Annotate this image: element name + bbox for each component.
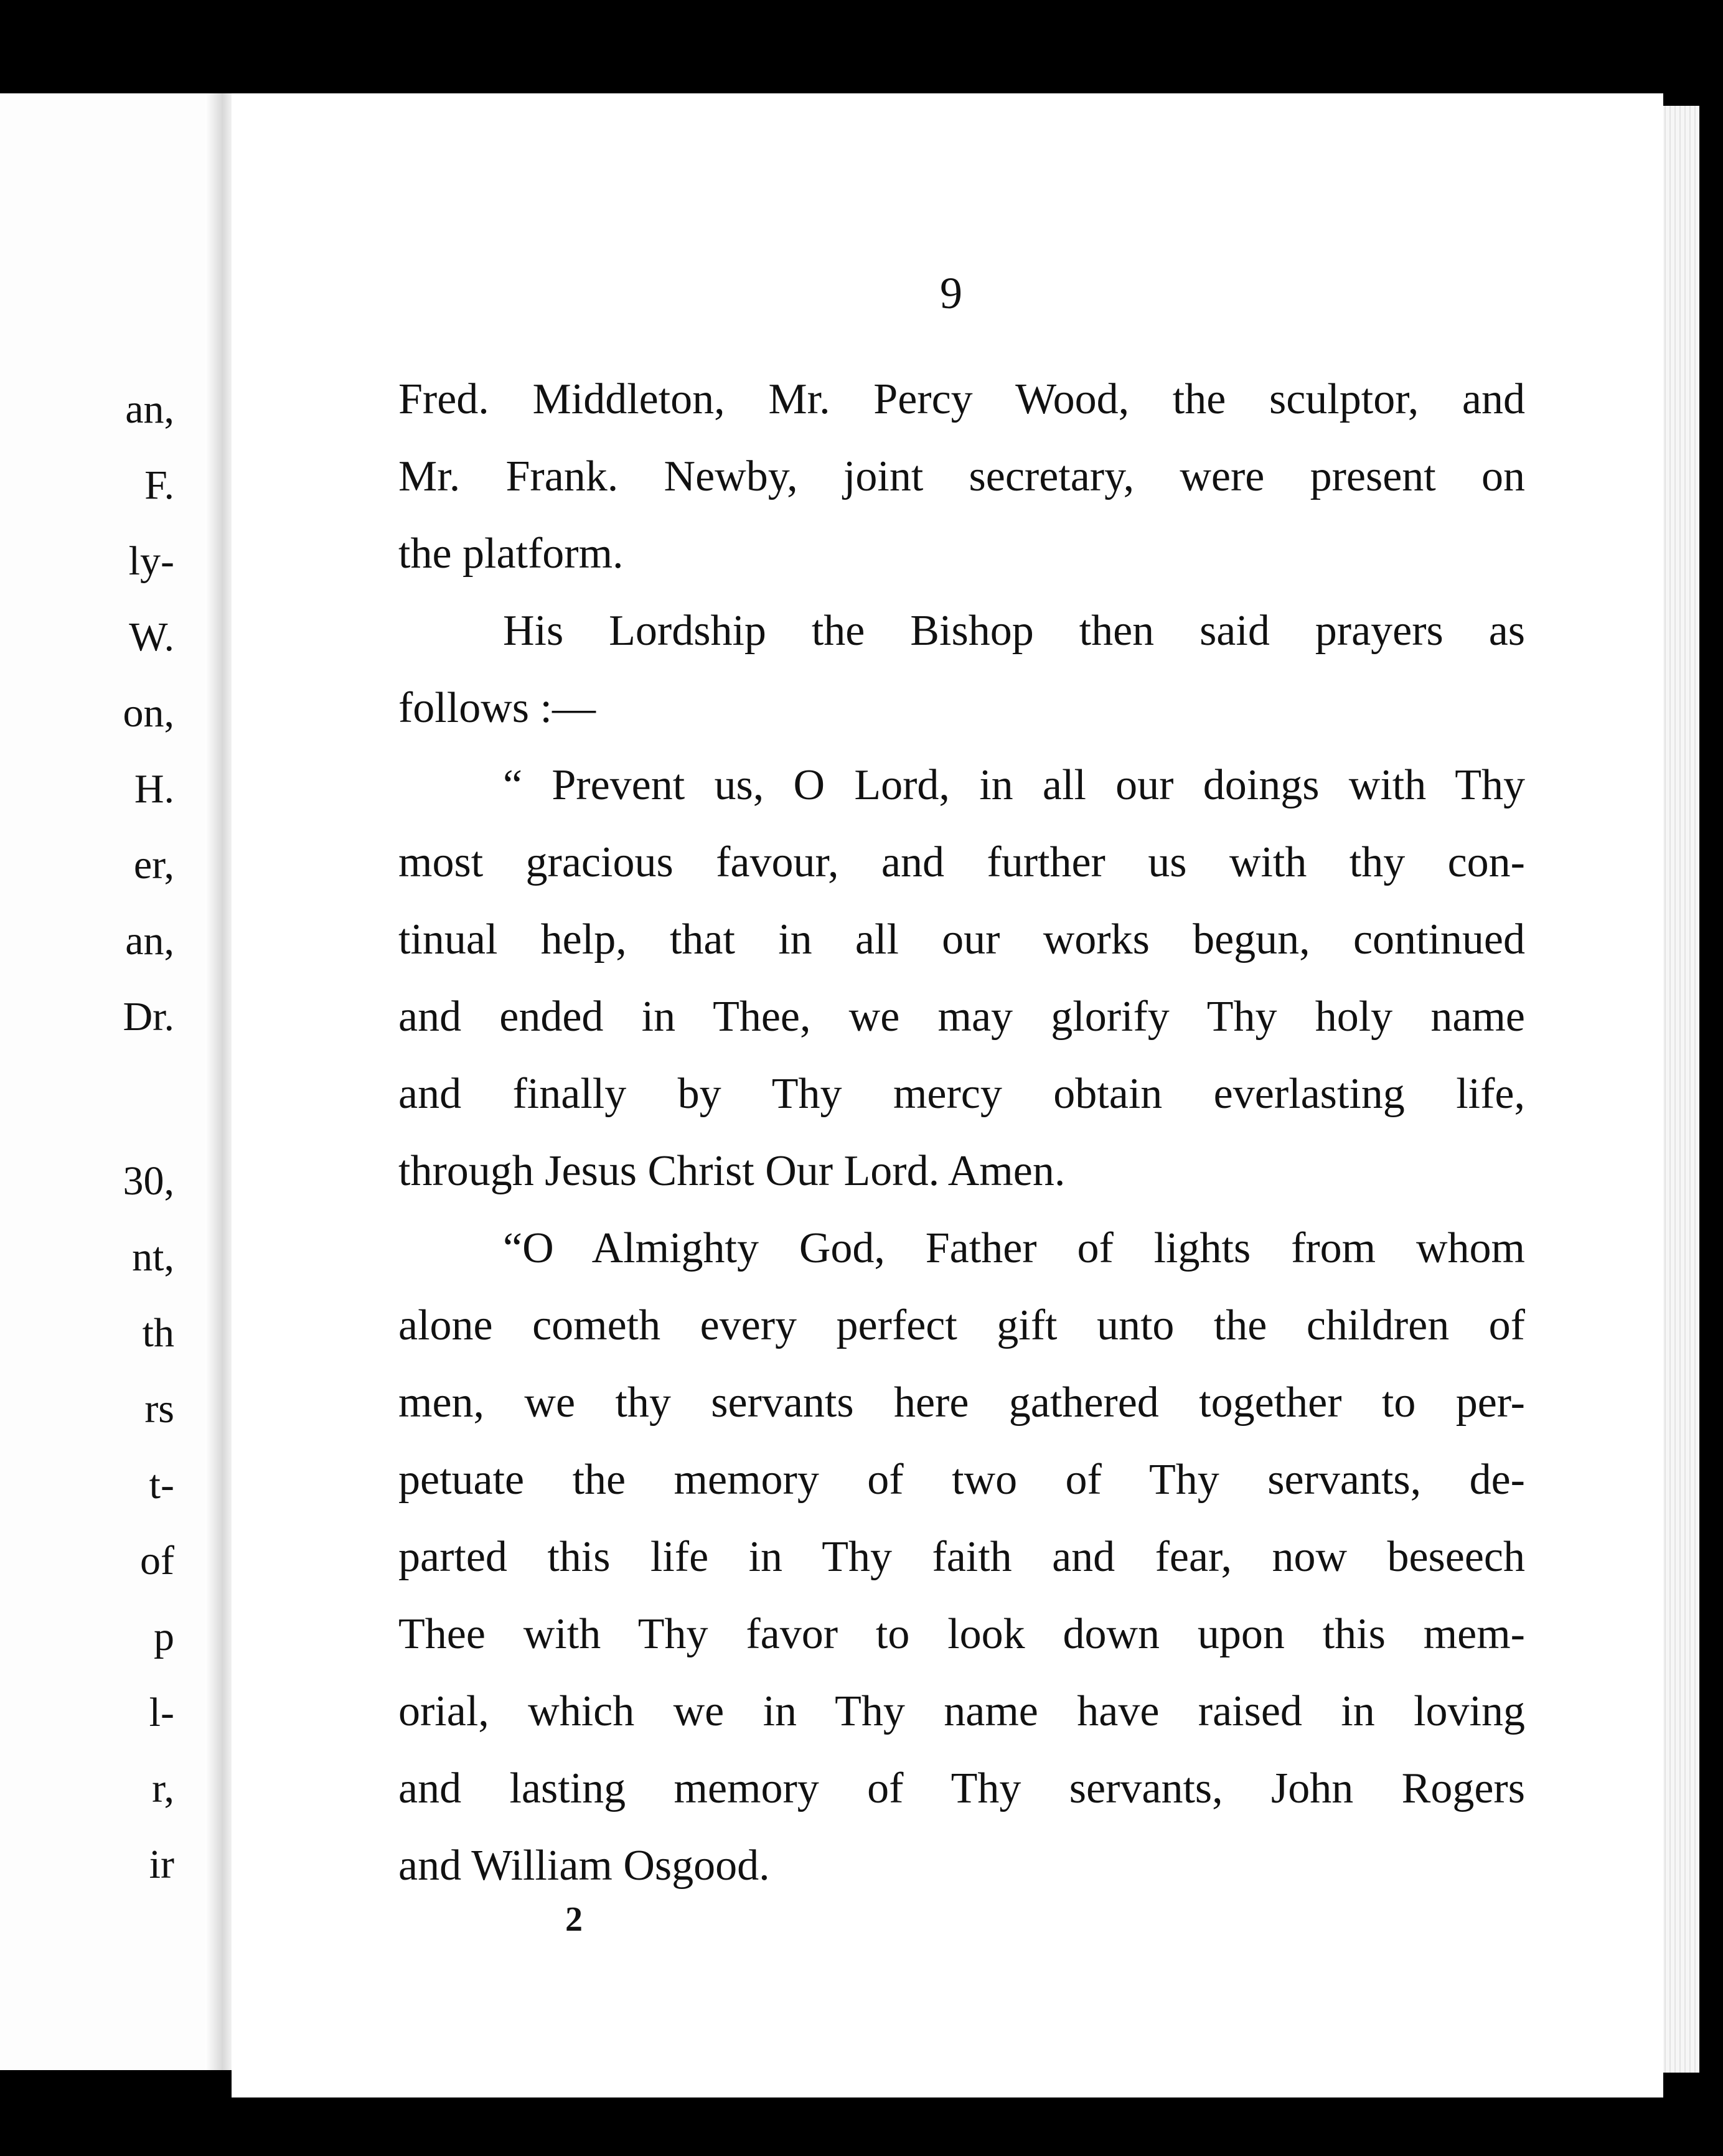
text-line: and lasting memory of Thy servants, John Rogers	[398, 1765, 1525, 1812]
text-line: men, we thy servants here gathered together to per-	[398, 1379, 1525, 1427]
text-line: the platform.	[398, 530, 624, 578]
left-fragment: Dr.	[123, 994, 174, 1039]
text-line: through Jesus Christ Our Lord. Amen.	[398, 1147, 1066, 1195]
left-fragment: rs	[144, 1386, 174, 1432]
left-fragment: W.	[129, 614, 174, 660]
left-fragment: r,	[152, 1766, 174, 1811]
text-line: and ended in Thee, we may glorify Thy holy name	[398, 993, 1525, 1041]
left-fragment: t-	[149, 1462, 174, 1507]
text-line: follows :—	[398, 684, 596, 732]
left-fragment: er,	[133, 842, 174, 888]
left-fragment: of	[140, 1538, 174, 1583]
text-line: petuate the memory of two of Thy servants, de-	[398, 1456, 1525, 1504]
left-fragment: l-	[149, 1690, 174, 1735]
text-line: and William Osgood.	[398, 1842, 770, 1890]
text-line: alone cometh every perfect gift unto the children of	[398, 1301, 1525, 1349]
page-number: 9	[940, 268, 962, 318]
text-line: Thee with Thy favor to look down upon this mem-	[398, 1610, 1525, 1658]
text-line: and finally by Thy mercy obtain everlasting life,	[398, 1070, 1525, 1118]
left-fragment: nt,	[132, 1234, 174, 1280]
left-fragment: H.	[134, 766, 174, 812]
left-fragment: th	[142, 1310, 174, 1356]
left-fragment: an,	[125, 918, 174, 963]
left-fragment: ir	[149, 1842, 174, 1887]
signature-mark: 2	[565, 1900, 583, 1939]
body-text	[398, 361, 1525, 1905]
left-fragment: on,	[123, 690, 174, 736]
left-fragment: F.	[144, 462, 174, 508]
left-fragment: p	[154, 1614, 174, 1659]
text-line: His Lordship the Bishop then said prayers as	[503, 607, 1525, 655]
text-line: Mr. Frank. Newby, joint secretary, were present on	[398, 452, 1525, 500]
left-fragment: an,	[125, 387, 174, 432]
left-page	[0, 93, 219, 2070]
text-line: “O Almighty God, Father of lights from whom	[503, 1224, 1525, 1272]
text-line: Fred. Middleton, Mr. Percy Wood, the sculptor, and	[398, 375, 1525, 423]
left-fragment: ly-	[128, 538, 174, 584]
left-fragment: 30,	[123, 1158, 174, 1204]
text-line: most gracious favour, and further us with thy con-	[398, 838, 1525, 886]
text-line: orial, which we in Thy name have raised in loving	[398, 1687, 1525, 1735]
text-line: tinual help, that in all our works begun, continued	[398, 916, 1525, 963]
text-line: “ Prevent us, O Lord, in all our doings with Thy	[503, 761, 1525, 809]
text-line: parted this life in Thy faith and fear, now beseech	[398, 1533, 1525, 1581]
